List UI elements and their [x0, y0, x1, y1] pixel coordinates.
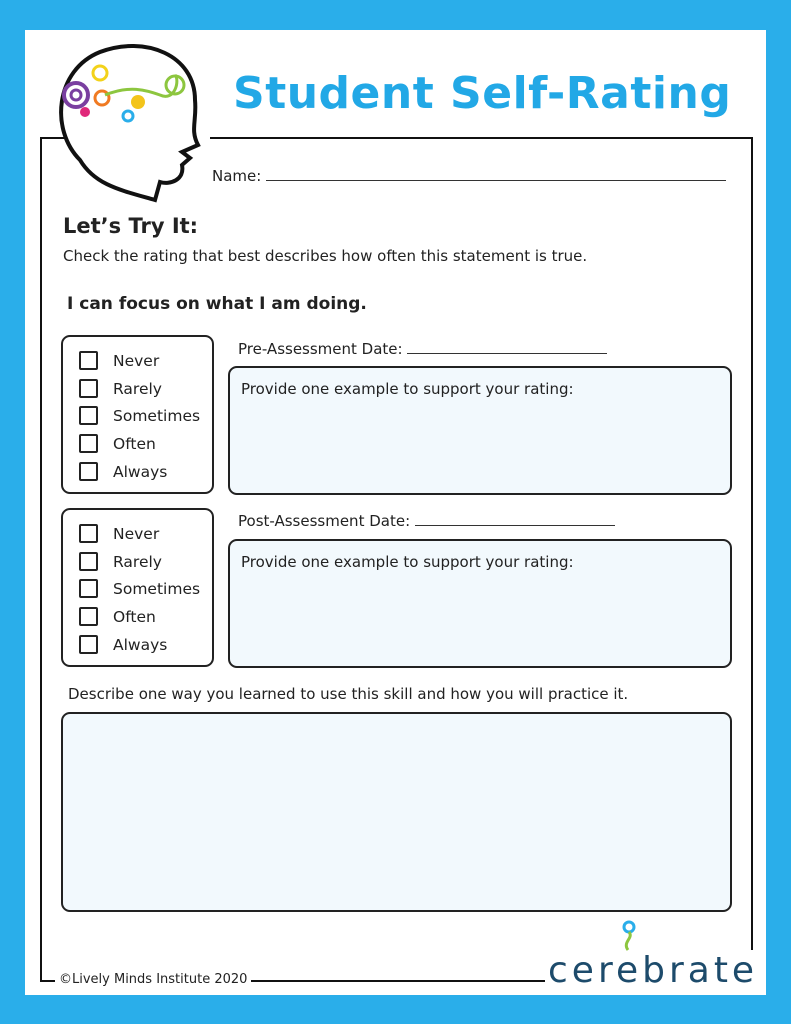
- frame-right: [751, 137, 753, 981]
- post-option-always[interactable]: [79, 635, 167, 654]
- post-option-never[interactable]: [79, 524, 159, 543]
- name-line[interactable]: [266, 166, 726, 181]
- head-swirl-logo-icon: [50, 40, 210, 205]
- option-label: Often: [113, 607, 156, 626]
- pre-option-sometimes[interactable]: [79, 406, 200, 425]
- statement: I can focus on what I am doing.: [67, 294, 367, 314]
- checkbox[interactable]: [79, 579, 98, 598]
- checkbox[interactable]: [79, 379, 98, 398]
- pre-option-rarely[interactable]: [79, 379, 162, 398]
- post-option-sometimes[interactable]: [79, 579, 200, 598]
- name-label: Name:: [212, 167, 262, 185]
- reflection-box[interactable]: [61, 712, 732, 912]
- option-label: Often: [113, 434, 156, 453]
- pre-option-often[interactable]: [79, 434, 156, 453]
- checkbox[interactable]: [79, 552, 98, 571]
- name-field[interactable]: [212, 166, 726, 185]
- post-example-prompt: Provide one example to support your rating:: [241, 553, 574, 571]
- page-title: Student Self-Rating: [233, 68, 732, 119]
- pre-option-always[interactable]: [79, 462, 167, 481]
- post-option-rarely[interactable]: [79, 552, 162, 571]
- reflection-prompt: Describe one way you learned to use this skill and how you will practice it.: [68, 685, 629, 703]
- option-label: Always: [113, 462, 168, 481]
- pre-rating-box: [61, 335, 214, 494]
- post-rating-box: [61, 508, 214, 667]
- checkbox[interactable]: [79, 434, 98, 453]
- post-option-often[interactable]: [79, 607, 156, 626]
- checkbox[interactable]: [79, 607, 98, 626]
- cerebrate-logo: cerebrate: [545, 950, 761, 991]
- checkbox[interactable]: [79, 462, 98, 481]
- option-label: Sometimes: [113, 579, 201, 598]
- pre-example-prompt: Provide one example to support your rating:: [241, 380, 574, 398]
- option-label: Rarely: [113, 552, 162, 571]
- option-label: Sometimes: [113, 406, 201, 425]
- checkbox[interactable]: [79, 524, 98, 543]
- frame-left: [40, 137, 42, 981]
- option-label: Never: [113, 351, 160, 370]
- checkbox[interactable]: [79, 406, 98, 425]
- option-label: Never: [113, 524, 160, 543]
- copyright: ©Lively Minds Institute 2020: [55, 972, 251, 987]
- pre-date-label: Pre-Assessment Date:: [238, 340, 403, 358]
- post-date-label: Post-Assessment Date:: [238, 512, 411, 530]
- logo-swirl-icon: [618, 920, 640, 958]
- checkbox[interactable]: [79, 351, 98, 370]
- option-label: Always: [113, 635, 168, 654]
- pre-date-field[interactable]: [238, 339, 607, 358]
- pre-example-box[interactable]: [228, 366, 732, 495]
- section-heading: Let’s Try It:: [63, 214, 199, 238]
- instructions: Check the rating that best describes how often this statement is true.: [63, 247, 588, 265]
- post-date-field[interactable]: [238, 511, 615, 530]
- pre-option-never[interactable]: [79, 351, 159, 370]
- option-label: Rarely: [113, 379, 162, 398]
- post-example-box[interactable]: [228, 539, 732, 668]
- checkbox[interactable]: [79, 635, 98, 654]
- post-date-line[interactable]: [415, 511, 615, 526]
- pre-date-line[interactable]: [407, 339, 607, 354]
